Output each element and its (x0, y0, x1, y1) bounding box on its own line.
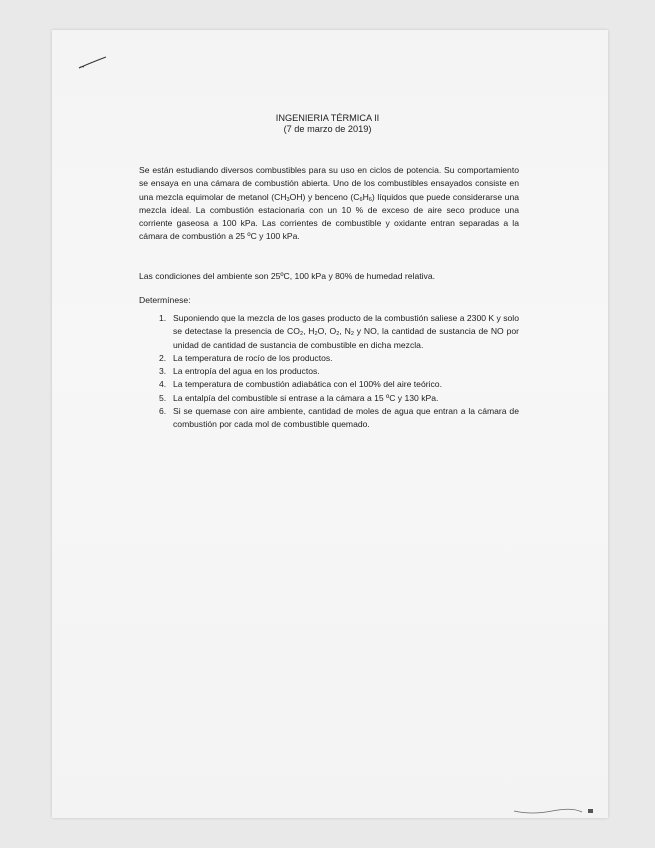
question-item (139, 405, 519, 432)
document-title: INGENIERIA TÉRMICA II (275, 113, 380, 123)
question-number: 5. (159, 392, 167, 403)
question-number: 4. (159, 379, 167, 390)
intro-paragraph: Se están estudiando diversos combustibles para su uso en ciclos de potencia. Su comportamiento se ensaya en una cámara de combustión abierta. Uno de los combustibles ensayados consiste en una mezcla equimolar de metanol $(CH_3OH)$ y benceno $(C_6H_6)$ líquidos que puede considerarse una mezcla ideal. La combustión estacionaria con un 10 % de exceso de aire seco produce una corriente gaseosa a 100 kPa. Las corrientes de combustible y oxidante entran separadas a la cámara de combustión a 25 ºC y 100 kPa. (139, 165, 519, 242)
document-date: (7 de marzo de 2019) (283, 124, 372, 134)
question-number: 2. (159, 352, 167, 363)
footer-scribble (512, 806, 596, 818)
question-item (139, 365, 519, 378)
question-item (139, 352, 519, 365)
question-item (139, 378, 519, 391)
question-number: 3. (159, 366, 167, 377)
question-item (139, 312, 519, 352)
question-text: , H (303, 326, 315, 337)
question-text: 2 (314, 331, 318, 338)
question-text: O, O (317, 326, 337, 337)
question-number: 6. (159, 406, 167, 417)
question-text: La temperatura de combustión adiabática con el 100% del aire teórico. (173, 379, 442, 390)
question-number: 1. (159, 313, 167, 323)
question-text: 2 (299, 331, 304, 338)
question-text: La temperatura de rocío de los productos. (173, 352, 333, 363)
ambient-conditions: Las condiciones del ambiente son 25ºC, 100 kPa y 80% de humedad relativa. (139, 271, 435, 281)
question-text: La entropía del agua en los productos. (173, 366, 320, 377)
question-text: Suponiendo que la mezcla de los gases producto de la combustión saliese a 2300 K y solo se detectase la presencia de CO (173, 313, 519, 337)
pen-stroke-mark (78, 55, 108, 71)
determine-label: Determínese: (139, 295, 191, 305)
question-text: y NO, la cantidad de sustancia de NO por unidad de cantidad de sustancia de combustible en dicha mezcla. (173, 326, 519, 350)
question-text: , N (339, 326, 351, 337)
question-item (139, 392, 519, 405)
question-text: 2 (350, 331, 354, 338)
question-text: La entalpía del combustible si entrase a la cámara a 15 ºC y 130 kPa. (173, 392, 439, 403)
question-list (139, 312, 519, 432)
question-text: Si se quemase con aire ambiente, cantidad de moles de agua que entran a la cámara de combustión por cada mol de combustible quemado. (173, 406, 519, 430)
question-text: 2 (336, 331, 340, 338)
